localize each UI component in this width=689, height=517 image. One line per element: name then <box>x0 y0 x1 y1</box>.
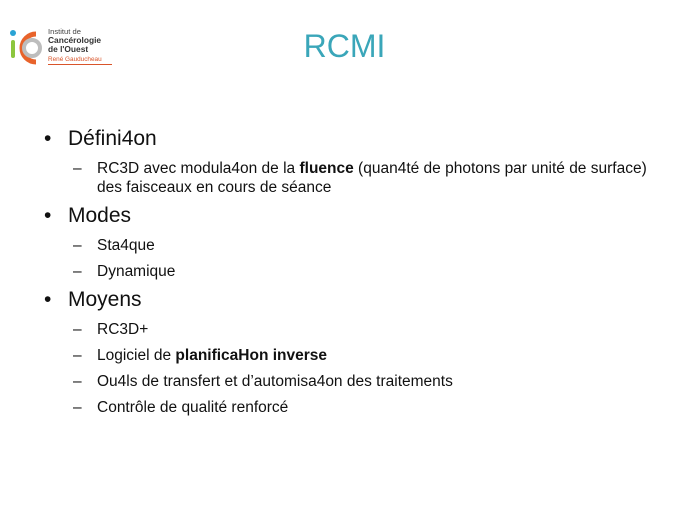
bullet-icon: • <box>44 127 52 150</box>
dash-icon: – <box>73 347 82 364</box>
list-item <box>40 320 660 339</box>
bullet-icon: • <box>44 204 52 227</box>
item-text-pre: RC3D avec modula4on de la <box>97 160 300 177</box>
dash-icon: – <box>73 373 82 390</box>
dash-icon: – <box>73 399 82 416</box>
section-label: Moyens <box>68 288 142 311</box>
list-item <box>40 159 660 197</box>
list-item <box>40 398 660 417</box>
section-moyens <box>40 287 660 313</box>
logo-line-4: René Gauducheau <box>48 56 102 63</box>
item-text-bold: fluence <box>299 160 354 177</box>
section-modes <box>40 203 660 229</box>
slide-content <box>40 122 660 417</box>
bullet-icon: • <box>44 288 52 311</box>
item-text: Sta4que <box>97 237 155 254</box>
dash-icon: – <box>73 237 82 254</box>
dash-icon: – <box>73 321 82 338</box>
section-label: Modes <box>68 204 132 227</box>
item-text-post: (quan4té de photons par unité de surface) des faisceaux en cours de séance <box>97 160 647 196</box>
slide-title: RCMI <box>303 28 386 64</box>
list-item <box>40 346 660 365</box>
item-text: RC3D+ <box>97 321 149 338</box>
list-item <box>40 236 660 255</box>
list-item <box>40 372 660 391</box>
item-text-bold: planificaHon inverse <box>175 347 328 364</box>
dash-icon: – <box>73 263 82 280</box>
logo-line-1: Institut de <box>48 27 81 36</box>
logo-line-2: Cancérologie <box>48 35 102 45</box>
item-text: Dynamique <box>97 263 176 280</box>
logo-line-3: de l'Ouest <box>48 44 89 54</box>
dash-icon: – <box>73 160 82 177</box>
item-text: Ou4ls de transfert et d’automisa4on des traitements <box>97 373 453 390</box>
item-text-pre: Logiciel de <box>97 347 176 364</box>
section-label: Défini4on <box>68 127 157 150</box>
item-text: Contrôle de qualité renforcé <box>97 399 289 416</box>
section-definition <box>40 126 660 152</box>
list-item <box>40 262 660 281</box>
